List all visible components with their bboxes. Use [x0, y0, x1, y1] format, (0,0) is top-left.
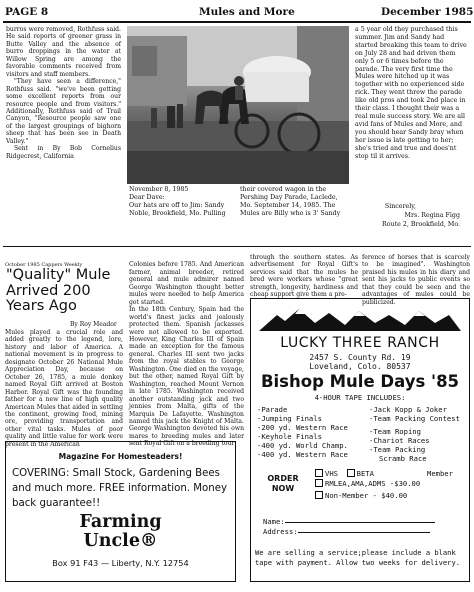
- tape-subtitle: 4-HOUR TAPE INCLUDES:: [314, 393, 406, 402]
- letter-burros-p2: "They have seen a difference," Rothfuss said. "we've been getting some excellent reports from our resource people and from visitors." Additionally, Rothfuss said of Trail Canyon, "Resource people saw one of the largest groupings of bighorn sheep that has been see in Death Valley.": [6, 78, 121, 145]
- address-label: Address:: [263, 527, 298, 536]
- mountain-logo-icon: [259, 305, 461, 333]
- article-column-3-text: through the southern states. As advertisement for Royal Gift's services said that the mules he bred were workers whose "great strength, longevity, hardiness and cheap support give them a pre-: [250, 254, 358, 299]
- address-field-line[interactable]: [298, 532, 430, 533]
- event-right-4: -Chariot Races: [369, 436, 430, 445]
- member-checkbox[interactable]: [315, 479, 323, 487]
- letter-wagon-col-b-text: their covered wagon in the Pershing Day Parade, Laclede, Mo. September 14, 1985. The Mules are Billy who is 3' Sandy: [240, 186, 341, 217]
- name-field-row[interactable]: [263, 517, 435, 526]
- event-right-5: -Team Packing: [369, 445, 426, 454]
- article-column-4-text: ference of horses that is scarcely to be imagined". Washington praised his mules in his diary and sent his jacks to public events so that they could be seen and the advantages of mules could be publicized.: [362, 254, 470, 306]
- event-left-6: -400 yd. Western Race: [257, 450, 348, 459]
- photo-illustration: [127, 26, 349, 184]
- farming-ad-address: Box 91 F43 — Liberty, N.Y. 12754: [52, 558, 189, 568]
- article-column-1: [5, 329, 123, 448]
- member-price-line: [315, 479, 420, 488]
- header-rule: [3, 21, 471, 23]
- order-now-label: ORDER NOW: [267, 474, 299, 493]
- name-field-line[interactable]: [285, 522, 435, 523]
- letter-closing: Sincerely,: [384, 203, 416, 210]
- event-right-3: -Team Roping: [369, 427, 421, 436]
- letter-wagon-col-a-text: November 8, 1985 Dear Dave: Our hats are off to Jim: Sandy Noble, Brookfield, Mo. Pulling: [129, 186, 226, 217]
- event-left-5: -400 yd. World Champ.: [257, 441, 348, 450]
- event-right-6: Scramb Race: [379, 454, 427, 463]
- page-header: [0, 6, 474, 20]
- vhs-checkbox[interactable]: [315, 469, 323, 477]
- event-left-4: -Keyhole Finals: [257, 432, 322, 441]
- nonmember-checkbox[interactable]: [315, 491, 323, 499]
- article-title: "Quality" Mule Arrived 200 Years Ago: [6, 267, 111, 314]
- article-column-1-text: Mules played a crucial role and added greatly to the legend, lore, history and labor of America. A national movement is in progress to designate October 26 National Mule Appreciation Day, because on October 26, 1785, a mule donkey named Royal Gift arrived at Boston Harbor. Royal Gift was the founding father for a new line of high quality American Mules that aided in settling the continent, growing food, mining ore, providing transportation and other vital tasks. Mules of poor quality and little value for work were present in the American: [5, 329, 123, 448]
- nonmember-price-text: Non-Member - $40.00: [325, 491, 408, 500]
- letter-wagon-col-b: [240, 186, 347, 218]
- letter-burros-p1: burros were removed, Rothfuss said. He said reports of greener grass in Butte Valley and the absence of burro droppings in the water at Willow Spring are among the favorable comments received from visitors and staff members.: [6, 26, 121, 78]
- event-right-2: -Team Packing Contest: [369, 414, 460, 423]
- event-right-1: -Jack Kopp & Joker: [369, 405, 447, 414]
- member-price-text: RMLEA,AMA,ADMS -$30.00: [325, 479, 421, 488]
- wagon-parade-photo: [127, 26, 349, 184]
- letter-signature: Mrs. Regina Figg: [404, 212, 460, 219]
- article-column-2: [129, 254, 244, 455]
- ad-footer-text: We are selling a service;please include a blank tape with payment. Allow two weeks for delivery.: [255, 548, 460, 567]
- beta-checkbox[interactable]: [347, 469, 355, 477]
- article-column-2-text: Colonies before 1785. And American farmer, animal breeder, retired general and mule admirer named George Washington thought better mules were needed to help America get started. In the 18th Century, Spain had the world's finest jacks and jealously protected them. Spanish jackasses were not allowed to be exported. However, King Charles III of Spain made an exception for the famous general. Charles III sent two jacks from the royal stables to George Washington. One died on the voyage, but the other, named Royal Gift by Washington, reached Mount Vernon in late 1785. Washington received another outstanding jack and two jennies from Malta, gifts of the Marquis De Lafayette. Washington named this jack the Knight of Malta. George Washington devoted his own mares to breeding mules and later sent Royal Gift on a breeding tour: [129, 261, 244, 448]
- publication-title: Mules and More: [199, 6, 295, 18]
- event-title: Bishop Mule Days '85: [260, 372, 460, 391]
- page-number: PAGE 8: [5, 6, 49, 18]
- event-left-1: -Parade: [257, 405, 288, 414]
- article-byline: By Roy Meador: [70, 321, 117, 328]
- ranch-address-line-2: Loveland, Colo. 80537: [309, 362, 411, 371]
- section-rule: [3, 246, 471, 247]
- farming-uncle-logo: [6, 513, 235, 551]
- issue-date: December 1985: [381, 6, 474, 18]
- member-label: Member: [427, 469, 453, 478]
- letter-burros-credit: Sent in By Bob Cornelius Ridgecrest, California: [6, 145, 121, 160]
- letter-address: Route 2, Brookfield, Mo.: [382, 221, 460, 228]
- ranch-name: LUCKY THREE RANCH: [280, 335, 440, 351]
- nonmember-price-line: [315, 491, 407, 500]
- event-left-2: -Jumping Finals: [257, 414, 322, 423]
- ranch-address-line-1: 2457 S. County Rd. 19: [309, 353, 411, 362]
- address-field-row[interactable]: [263, 527, 430, 536]
- event-left-3: -200 yd. Western Race: [257, 423, 348, 432]
- beta-label: BETA: [356, 469, 374, 478]
- vhs-label: VHS: [325, 469, 338, 478]
- name-label: Name:: [263, 517, 285, 526]
- farming-ad-body: COVERING: Small Stock, Gardening Bees and much more. FREE information. Money back guarantee!!: [12, 468, 228, 509]
- article-column-3: [250, 254, 358, 299]
- letter-wagon-right-column: [355, 26, 467, 160]
- letter-burros: [6, 26, 121, 160]
- article-source: October 1985 Cappers Weekly: [5, 262, 83, 268]
- format-line: [315, 469, 374, 478]
- lucky-three-ranch-ad: [250, 298, 470, 582]
- farming-ad-headline: Magazine For Homesteaders!: [58, 452, 183, 461]
- farming-uncle-logo-text: Farming Uncle®: [79, 512, 162, 551]
- letter-wagon-col-a: [129, 186, 234, 218]
- farming-uncle-ad: [5, 441, 236, 582]
- letter-wagon-right-text: a 5 year old they purchased this summer. Jim and Sandy had started breaking this team to drive on July 28 and had driven them only 5 or 6 times before the parade. The very first time the Mules were hitched up it was together with no experienced side rick. They went threw the parade like old pros and took 2nd place in their class. I thought their was a real mule success story. We are all avid fans of Mules and More, and you should hear Sandy bray when her issue is late getting to her; she's tried and true and does'nt stop til it arrives.: [355, 26, 467, 160]
